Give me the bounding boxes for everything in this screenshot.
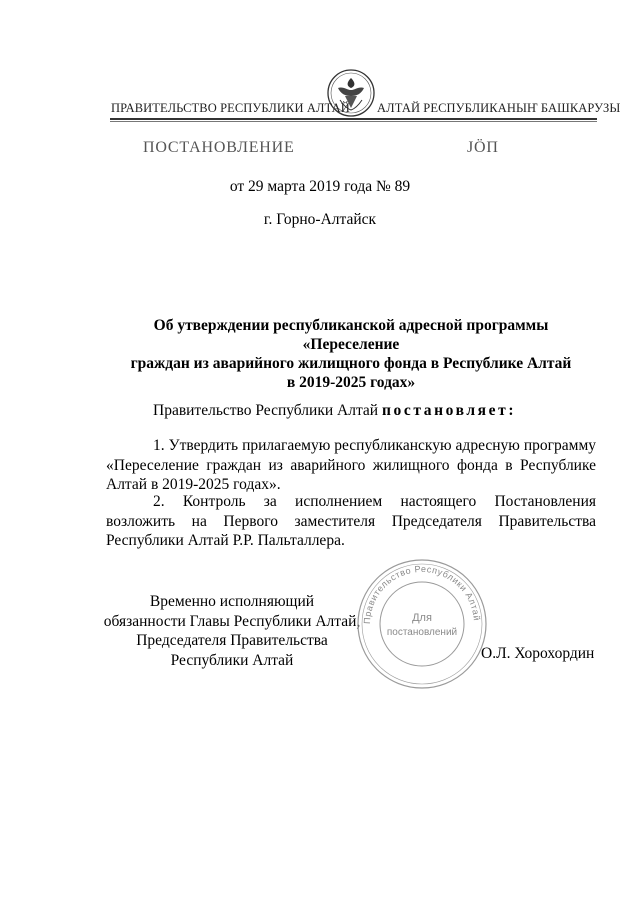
- header-rule-thin: [110, 121, 597, 122]
- issuer-name-altai: АЛТАЙ РЕСПУБЛИКАНЫҤ БАШКАРУЗЫ: [377, 101, 621, 115]
- stamp-center-line-2: постановлений: [386, 627, 458, 638]
- document-title: [106, 316, 596, 392]
- stamp-ring-text: Правительство Республики Алтай: [361, 563, 482, 625]
- signer-position-line: Республики Алтай: [170, 651, 294, 669]
- document-city: г. Горно-Алтайск: [263, 211, 377, 228]
- document-type-altai: ЈӦП: [467, 139, 499, 156]
- document-title-line: Об утверждении республиканской адресной программы «Переселение: [153, 317, 549, 353]
- signer-position-line: Председателя Правительства: [136, 632, 328, 649]
- document-date-number: от 29 марта 2019 года № 89: [229, 178, 411, 195]
- preamble-verb: постановляет:: [381, 402, 517, 419]
- signer-position: [98, 592, 366, 670]
- clause-2: 2. Контроль за исполнением настоящего Постановления возложить на Первого заместителя Председателя Правительства Республики Алтай Р.Р. Пальталлера.: [106, 493, 596, 549]
- document-title-line: в 2019-2025 годах»: [286, 374, 416, 391]
- preamble: [153, 402, 516, 420]
- issuer-name-russian: ПРАВИТЕЛЬСТВО РЕСПУБЛИКИ АЛТАЙ: [111, 101, 350, 115]
- signer-position-line: Временно исполняющий: [149, 593, 315, 610]
- document-type: ПОСТАНОВЛЕНИЕ: [143, 139, 295, 156]
- header-rule: [110, 118, 597, 120]
- document-title-line: граждан из аварийного жилищного фонда в Республике Алтай: [130, 355, 572, 372]
- signer-name: О.Л. Хорохордин: [481, 645, 595, 662]
- clause-1: 1. Утвердить прилагаемую республиканскую адресную программу «Переселение граждан из аварийного жилищного фонда в Республике Алтай в 2019-2025 годах».: [106, 437, 596, 493]
- official-stamp: [355, 557, 489, 691]
- preamble-subject: Правительство Республики Алтай: [153, 402, 382, 419]
- stamp-center-line-1: Для: [412, 612, 432, 624]
- signer-position-line: обязанности Главы Республики Алтай,: [103, 612, 361, 630]
